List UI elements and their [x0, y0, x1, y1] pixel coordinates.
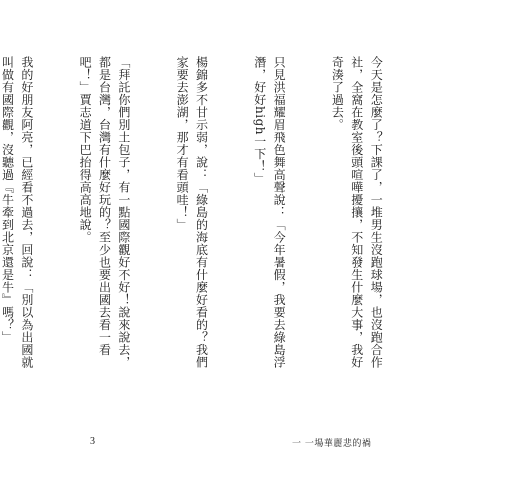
- body-text: [0, 56, 424, 376]
- running-footer-title: 一 一場華麗悲的禍: [292, 439, 372, 449]
- paragraph-1: 今天是怎麼了？下課了，一堆男生沒跑球場，也沒跑合作社，全窩在教室後頭喧嘩擾攘，不知發生什麼大事，我好奇湊了過去。: [330, 56, 384, 369]
- page-number: 3: [90, 436, 95, 447]
- paragraph-2: 只見洪福耀眉飛色舞高聲說：「今年暑假，我要去綠島浮潛，好好high一下！」: [252, 56, 287, 369]
- paragraph-3: 楊錦多不甘示弱，說：「綠島的海底有什麼好看的？我們家要去澎湖，那才有看頭哇！」: [175, 56, 209, 369]
- paragraph-5: 我的好朋友阿亮，已經看不過去，回說：「別以為出國就叫做有國際觀，沒聽過『牛牽到北京還是牛』嗎？」: [0, 56, 34, 369]
- paragraph-4: 「拜託你們別土包子，有一點國際觀好不好！說來說去，都是台灣，台灣有什麼好玩的？至少也要出國去看一看吧！」賈志道下巴抬得高高地說。: [78, 56, 131, 369]
